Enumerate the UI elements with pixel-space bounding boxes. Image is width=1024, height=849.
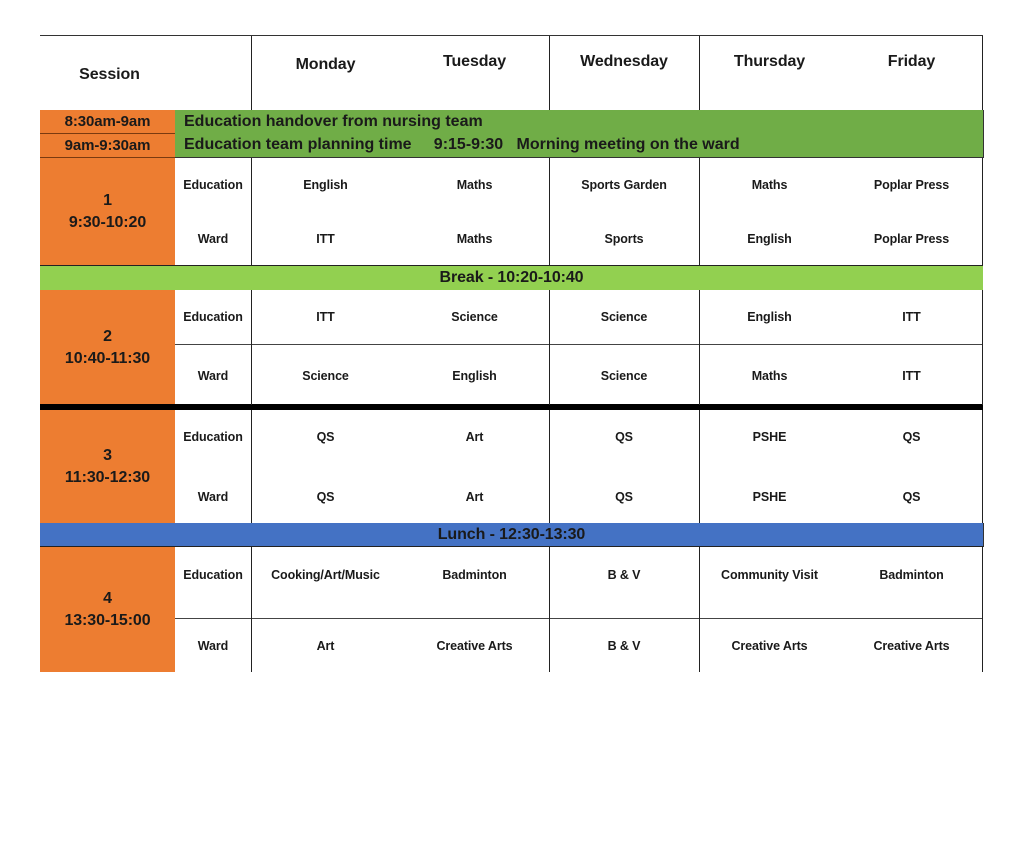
session-time: 13:30-15:00 [64, 611, 151, 629]
timetable-cell: B & V [607, 568, 641, 582]
timetable-cell: Maths [456, 232, 493, 246]
timetable-cell: English [747, 310, 792, 324]
timetable-cell: QS [316, 489, 335, 504]
break-label: Break - 10:20-10:40 [439, 269, 584, 286]
timetable-cell: Poplar Press [873, 178, 950, 192]
session-number: 2 [103, 327, 112, 345]
timetable-cell: Creative Arts [873, 639, 950, 653]
column-divider [251, 158, 252, 266]
timetable-cell: QS [615, 489, 633, 504]
session-time: 9:30-10:20 [68, 214, 147, 231]
row-type-label: Ward [197, 489, 229, 504]
lunch-banner [40, 523, 984, 547]
timetable-cell: B & V [607, 639, 641, 653]
timetable-cell: QS [902, 489, 921, 504]
header-session [40, 36, 175, 110]
header-day-thursday: Thursday [733, 53, 806, 70]
row-type-label: Ward [197, 369, 229, 383]
session-4-label [40, 547, 175, 672]
column-divider [549, 36, 550, 110]
timetable-cell: Cooking/Art/Music [271, 568, 380, 582]
timetable-cell: Community Visit [721, 568, 818, 582]
timetable-cell: Badminton [442, 568, 507, 582]
morning-banner-line-2: Education team planning time 9:15-9:30 Morning meeting on the ward [184, 136, 740, 153]
timetable-cell: English [452, 369, 497, 383]
session-1-label [40, 158, 175, 266]
timetable-cell: Sports [604, 232, 644, 246]
timetable-cell: QS [316, 430, 335, 444]
timetable-cell: PSHE [752, 430, 787, 444]
column-divider [549, 547, 550, 672]
timetable-cell: Maths [751, 178, 788, 192]
timetable-cell: QS [615, 430, 633, 444]
timetable-cell: Art [465, 489, 484, 504]
timetable-cell: Science [451, 310, 498, 324]
timetable-cell: ITT [902, 369, 921, 383]
timetable-cell: Maths [456, 178, 493, 192]
table-right-border [982, 158, 983, 266]
column-divider [251, 36, 252, 110]
timetable-cell: Science [600, 369, 648, 383]
column-divider [549, 410, 550, 523]
header-session-label: Session [79, 65, 140, 83]
header-day-wednesday: Wednesday [580, 53, 668, 70]
row-type-label: Education [183, 178, 243, 192]
timetable-cell: English [747, 232, 792, 246]
timetable-cell: Sports Garden [581, 178, 667, 192]
session-number: 1 [103, 192, 112, 209]
row-type-label: Education [183, 568, 243, 582]
table-right-border [982, 290, 983, 405]
header-day-friday: Friday [887, 53, 936, 70]
timetable-cell: Poplar Press [873, 232, 950, 246]
timetable-cell: Science [600, 310, 648, 324]
row-type-label: Ward [197, 232, 229, 246]
header-day-monday: Monday [295, 56, 356, 73]
timetable-cell: ITT [316, 232, 335, 246]
timetable-cell: QS [902, 430, 921, 444]
table-right-border [982, 36, 983, 110]
morning-time-2: 9am-9:30am [40, 134, 175, 158]
timetable-cell: Science [302, 369, 349, 383]
timetable-cell: Creative Arts [436, 639, 513, 653]
column-divider [699, 410, 700, 523]
row-type-label: Education [183, 310, 243, 324]
session-number: 4 [103, 589, 112, 607]
header-day-tuesday: Tuesday [442, 53, 507, 70]
column-divider [549, 290, 550, 405]
morning-time-1: 8:30am-9am [40, 110, 175, 134]
row-type-label: Education [183, 430, 243, 444]
row-type-label: Ward [197, 639, 229, 653]
morning-banner-line-1: Education handover from nursing team [184, 113, 483, 130]
column-divider [251, 410, 252, 523]
timetable-cell: Art [465, 430, 484, 444]
column-divider [251, 547, 252, 672]
table-right-border [982, 410, 983, 523]
timetable-cell: ITT [902, 310, 921, 324]
session-2-label [40, 290, 175, 405]
timetable-cell: Art [316, 639, 335, 653]
session-time: 11:30-12:30 [64, 468, 151, 486]
timetable-cell: Badminton [879, 568, 944, 582]
column-divider [699, 547, 700, 672]
timetable-cell: Maths [751, 369, 788, 383]
lunch-label: Lunch - 12:30-13:30 [437, 525, 586, 543]
timetable-cell: PSHE [752, 489, 787, 504]
column-divider [699, 290, 700, 405]
timetable-cell: ITT [316, 310, 335, 324]
column-divider [699, 36, 700, 110]
column-divider [251, 290, 252, 405]
session-3-label [40, 410, 175, 523]
timetable-cell: English [303, 178, 348, 192]
column-divider [549, 158, 550, 266]
break-banner [40, 266, 983, 290]
session-number: 3 [103, 446, 112, 464]
session-time: 10:40-11:30 [64, 349, 151, 367]
morning-banner [175, 110, 984, 158]
column-divider [699, 158, 700, 266]
table-right-border [982, 547, 983, 672]
timetable-cell: Creative Arts [731, 639, 808, 653]
